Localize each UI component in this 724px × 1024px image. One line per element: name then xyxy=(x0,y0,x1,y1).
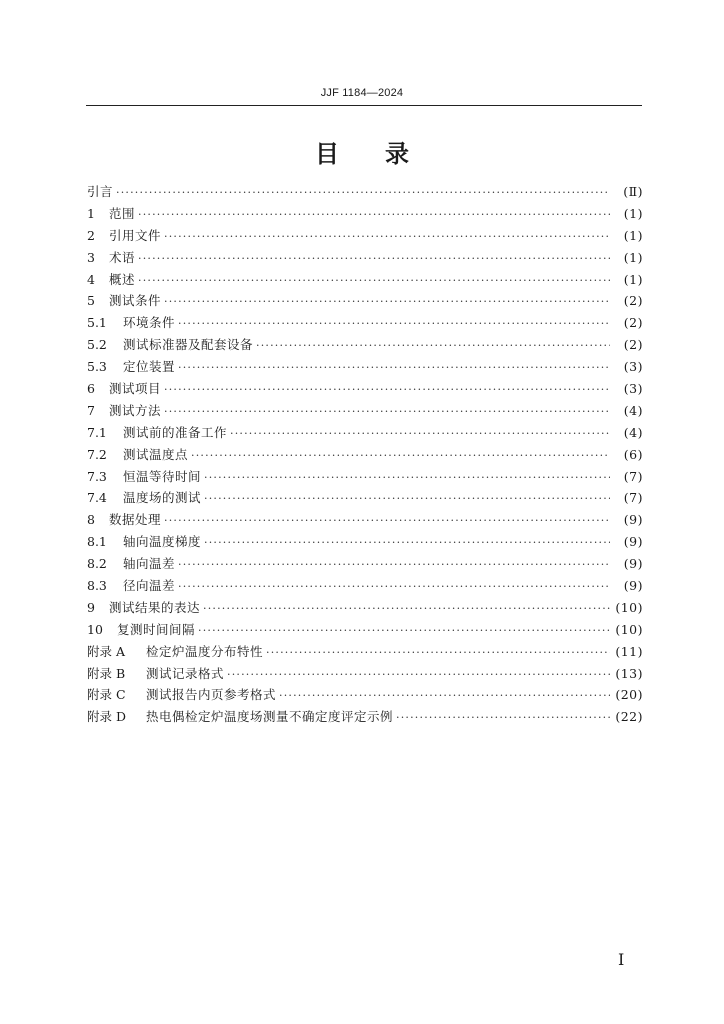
toc-leader-dots xyxy=(204,536,610,549)
toc-entry-label: 径向温差 xyxy=(123,578,176,594)
toc-entry-number: 3 xyxy=(87,249,95,265)
toc-leader-dots xyxy=(164,295,610,308)
toc-entry-appendix-b[interactable] xyxy=(87,664,643,686)
toc-entry-8[interactable] xyxy=(87,510,643,532)
toc-entry-label: 测试结果的表达 xyxy=(109,599,201,615)
toc-entry-4[interactable] xyxy=(87,270,643,292)
toc-leader-dots xyxy=(227,668,610,681)
toc-entry-page: (4) xyxy=(623,424,643,440)
toc-entry-label: 引用文件 xyxy=(109,227,162,243)
toc-leader-dots xyxy=(396,711,610,724)
toc-entry-number: 7 xyxy=(87,402,95,418)
toc-entry-page: (6) xyxy=(623,446,643,462)
toc-entry-appendix-a[interactable] xyxy=(87,642,643,664)
toc-entry-7-3[interactable] xyxy=(87,467,643,489)
toc-entry-page: (20) xyxy=(615,687,643,703)
toc-entry-page: (3) xyxy=(623,359,643,375)
toc-leader-dots xyxy=(178,361,610,374)
page-number: I xyxy=(618,950,625,969)
toc-entry-page: (7) xyxy=(623,468,643,484)
toc-entry-number: 8.3 xyxy=(87,578,107,594)
toc-title xyxy=(0,134,724,169)
toc-entry-page: (9) xyxy=(623,512,643,528)
toc-entry-page: (9) xyxy=(623,578,643,594)
toc-entry-page: (2) xyxy=(623,293,643,309)
document-code: JJF 1184—2024 xyxy=(320,87,404,99)
toc-entry-page: (2) xyxy=(623,337,643,353)
toc-entry-page: (10) xyxy=(615,621,643,637)
toc-entry-3[interactable] xyxy=(87,248,643,270)
toc-entry-label: 概述 xyxy=(109,271,136,287)
toc-entry-5-2[interactable] xyxy=(87,335,643,357)
toc-entry-label: 范围 xyxy=(109,205,136,221)
toc-entry-2[interactable] xyxy=(87,226,643,248)
toc-entry-page: (1) xyxy=(623,227,643,243)
toc-entry-number: 附录 C xyxy=(87,687,126,703)
toc-entry-label: 轴向温度梯度 xyxy=(123,534,202,550)
toc-entry-7-4[interactable] xyxy=(87,488,643,510)
toc-entry-number: 附录 A xyxy=(87,643,126,659)
toc-entry-number: 4 xyxy=(87,271,95,287)
toc-entry-label: 轴向温差 xyxy=(123,556,176,572)
toc-entry-label: 测试前的准备工作 xyxy=(123,424,228,440)
toc-entry-number: 6 xyxy=(87,381,95,397)
toc-leader-dots xyxy=(138,274,610,287)
toc-entry-label: 恒温等待时间 xyxy=(123,468,202,484)
toc-entry-label: 环境条件 xyxy=(123,315,176,331)
toc-entry-label: 引言 xyxy=(87,184,114,199)
toc-entry-page: (1) xyxy=(623,249,643,265)
toc-leader-dots xyxy=(198,624,610,637)
toc-entry-page: (3) xyxy=(623,381,643,397)
header-divider xyxy=(86,105,642,106)
toc-title-char-1: 目 xyxy=(315,140,339,168)
toc-entry-label: 数据处理 xyxy=(109,512,162,528)
toc-entry-7-1[interactable] xyxy=(87,423,643,445)
toc-title-char-2: 录 xyxy=(385,140,409,168)
toc-entry-number: 9 xyxy=(87,599,95,615)
toc-entry-8-3[interactable] xyxy=(87,576,643,598)
toc-entry-page: (1) xyxy=(623,271,643,287)
toc-entry-page: (10) xyxy=(615,599,643,615)
toc-entry-number: 7.1 xyxy=(87,424,107,440)
toc-entry-number: 7.4 xyxy=(87,490,107,506)
toc-entry-number: 5.1 xyxy=(87,315,107,331)
toc-entry-8-1[interactable] xyxy=(87,532,643,554)
toc-entry-page: (13) xyxy=(615,665,643,681)
toc-leader-dots xyxy=(204,471,610,484)
toc-entry-page: (1) xyxy=(623,205,643,221)
toc-entry-number: 10 xyxy=(87,621,103,637)
toc-entry-page: (2) xyxy=(623,315,643,331)
toc-entry-5-3[interactable] xyxy=(87,357,643,379)
toc-entry-label: 测试方法 xyxy=(109,402,162,418)
toc-entry-number: 7.2 xyxy=(87,446,107,462)
toc-entry-number: 附录 B xyxy=(87,665,126,681)
toc-entry-number: 2 xyxy=(87,227,95,243)
table-of-contents xyxy=(87,182,643,729)
toc-entry-number: 8.2 xyxy=(87,556,107,572)
toc-entry-8-2[interactable] xyxy=(87,554,643,576)
toc-entry-number: 8.1 xyxy=(87,534,107,550)
toc-entry-number: 5.2 xyxy=(87,337,107,353)
toc-entry-page: (Ⅱ) xyxy=(623,184,643,199)
toc-leader-dots xyxy=(279,689,610,702)
toc-entry-10[interactable] xyxy=(87,620,643,642)
toc-entry-5[interactable] xyxy=(87,291,643,313)
toc-leader-dots xyxy=(116,186,610,199)
toc-leader-dots xyxy=(138,208,610,221)
toc-entry-5-1[interactable] xyxy=(87,313,643,335)
toc-entry-number: 8 xyxy=(87,512,95,528)
toc-leader-dots xyxy=(230,427,610,440)
toc-entry-7-2[interactable] xyxy=(87,445,643,467)
toc-entry-preface[interactable] xyxy=(87,182,643,204)
toc-entry-7[interactable] xyxy=(87,401,643,423)
toc-entry-label: 定位装置 xyxy=(123,359,176,375)
toc-entry-page: (4) xyxy=(623,402,643,418)
toc-entry-label: 测试条件 xyxy=(109,293,162,309)
toc-entry-number: 1 xyxy=(87,205,95,221)
toc-leader-dots xyxy=(164,383,610,396)
toc-entry-label: 热电偶检定炉温度场测量不确定度评定示例 xyxy=(146,709,394,725)
toc-leader-dots xyxy=(178,558,610,571)
toc-entry-1[interactable] xyxy=(87,204,643,226)
toc-entry-number: 附录 D xyxy=(87,709,126,725)
toc-entry-number: 5.3 xyxy=(87,359,107,375)
toc-entry-number: 5 xyxy=(87,293,95,309)
toc-entry-page: (9) xyxy=(623,534,643,550)
toc-leader-dots xyxy=(164,514,610,527)
toc-entry-9[interactable] xyxy=(87,598,643,620)
toc-entry-page: (7) xyxy=(623,490,643,506)
toc-leader-dots xyxy=(204,492,610,505)
toc-entry-label: 温度场的测试 xyxy=(123,490,202,506)
toc-leader-dots xyxy=(256,339,610,352)
toc-leader-dots xyxy=(164,405,610,418)
toc-entry-appendix-d[interactable] xyxy=(87,707,643,729)
toc-leader-dots xyxy=(266,646,610,659)
toc-entry-label: 测试项目 xyxy=(109,381,162,397)
toc-entry-label: 检定炉温度分布特性 xyxy=(146,643,264,659)
toc-entry-label: 复测时间间隔 xyxy=(117,621,196,637)
toc-entry-label: 测试温度点 xyxy=(123,446,189,462)
toc-leader-dots xyxy=(178,317,610,330)
toc-entry-label: 测试报告内页参考格式 xyxy=(146,687,277,703)
toc-leader-dots xyxy=(203,602,610,615)
toc-entry-page: (9) xyxy=(623,556,643,572)
toc-entry-label: 术语 xyxy=(109,249,136,265)
toc-leader-dots xyxy=(191,449,610,462)
toc-entry-page: (22) xyxy=(615,709,643,725)
toc-entry-label: 测试记录格式 xyxy=(146,665,225,681)
toc-leader-dots xyxy=(164,230,610,243)
toc-entry-label: 测试标准器及配套设备 xyxy=(123,337,254,353)
toc-leader-dots xyxy=(138,252,610,265)
toc-entry-appendix-c[interactable] xyxy=(87,685,643,707)
toc-entry-page: (11) xyxy=(615,643,643,659)
toc-leader-dots xyxy=(178,580,610,593)
toc-entry-number: 7.3 xyxy=(87,468,107,484)
toc-entry-6[interactable] xyxy=(87,379,643,401)
